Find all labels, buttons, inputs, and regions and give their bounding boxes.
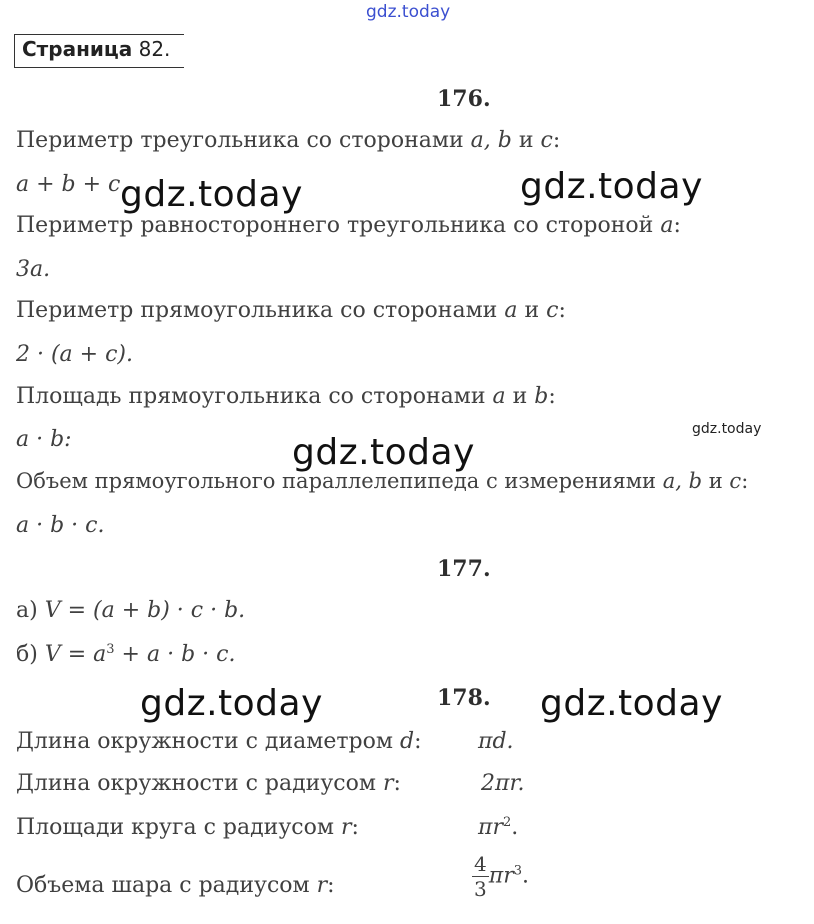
value-178-3: $\pi r^2$.	[478, 815, 519, 840]
value-178-1: πd.	[478, 729, 514, 754]
line-178-1: Длина окружности с диаметром d:	[16, 729, 422, 754]
watermark-large: gdz.today	[540, 683, 723, 724]
page-label-word: Страница	[22, 37, 133, 61]
watermark-large: gdz.today	[292, 432, 475, 473]
line-176-1: Периметр треугольника со сторонами a, b и c:	[16, 128, 561, 153]
problem-178-number: 178.	[437, 685, 491, 711]
line-177-b: б) $V = a^3 + a \cdot b \cdot c$.	[16, 642, 236, 667]
watermark-small: gdz.today	[692, 421, 762, 437]
line-178-4: Объема шара с радиусом r:	[16, 873, 335, 898]
expr-176-1: a + b + c	[16, 172, 121, 197]
value-178-2: 2πr.	[481, 771, 525, 796]
page-label-number: 82.	[138, 37, 171, 61]
fraction-four-thirds: $\frac{4}{3}$	[474, 852, 487, 901]
line-178-2: Длина окружности с радиусом r:	[16, 771, 401, 796]
line-176-2: Периметр равностороннего треугольника со стороной a:	[16, 213, 681, 238]
problem-176-number: 176.	[437, 86, 491, 112]
watermark-large: gdz.today	[140, 683, 323, 724]
line-176-5: Объем прямоугольного параллелепипеда с измерениями a, b и c:	[16, 469, 749, 493]
watermark-large: gdz.today	[520, 166, 703, 207]
expr-176-2: 3a.	[16, 257, 51, 282]
line-176-3: Периметр прямоугольника со сторонами a и c:	[16, 298, 566, 323]
expr-176-5: a · b · c.	[16, 513, 105, 538]
watermark-top: gdz.today	[366, 2, 451, 22]
expr-176-3: 2 · (a + c).	[16, 342, 133, 367]
value-178-4: $\frac{4}{3}$ $\pi r^3$.	[474, 852, 529, 901]
line-177-a: а) V = (a + b) · c · b.	[16, 598, 246, 623]
expr-176-4: a · b:	[16, 427, 72, 452]
line-178-3: Площади круга с радиусом r:	[16, 815, 359, 840]
page-label	[22, 37, 170, 61]
problem-177-number: 177.	[437, 556, 491, 582]
watermark-large: gdz.today	[120, 174, 303, 215]
line-176-4: Площадь прямоугольника со сторонами a и b:	[16, 384, 556, 409]
